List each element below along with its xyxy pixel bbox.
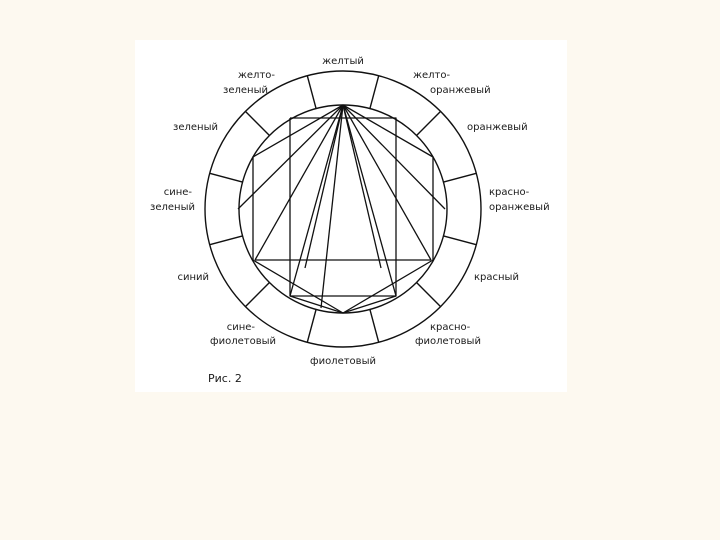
label-red-violet-2: фиолетовый — [415, 336, 481, 347]
label-yellow-green-2: зеленый — [223, 85, 268, 96]
label-red: красный — [474, 272, 519, 283]
label-blue-green-2: зеленый — [150, 202, 195, 213]
segment-divider — [443, 236, 476, 245]
inner-ring — [239, 105, 447, 313]
segment-divider — [417, 111, 441, 135]
label-orange: оранжевый — [467, 122, 528, 133]
figure-caption: Рис. 2 — [208, 372, 242, 385]
label-yellow-orange-2: оранжевый — [430, 85, 491, 96]
segment-divider — [417, 283, 441, 307]
segment-divider — [370, 309, 379, 342]
label-yellow: желтый — [322, 56, 364, 67]
segment-divider — [210, 236, 243, 245]
segment-divider — [245, 283, 269, 307]
label-green: зеленый — [173, 122, 218, 133]
label-yellow-orange-1: желто- — [413, 70, 451, 81]
segment-dividers — [210, 76, 477, 343]
inscribed-rectangle — [290, 118, 396, 296]
segment-divider — [245, 111, 269, 135]
label-violet: фиолетовый — [310, 356, 376, 367]
label-blue-green-1: сине- — [163, 187, 192, 198]
segment-divider — [443, 173, 476, 182]
segment-divider — [210, 173, 243, 182]
inscribed-hexagon — [253, 105, 433, 313]
segment-divider — [307, 309, 316, 342]
label-red-orange-1: красно- — [489, 187, 530, 198]
label-red-violet-1: красно- — [430, 322, 471, 333]
segment-divider — [307, 76, 316, 109]
label-blue-violet-2: фиолетовый — [210, 336, 276, 347]
label-blue-violet-1: сине- — [226, 322, 255, 333]
bottom-triangle — [290, 296, 396, 313]
label-yellow-green-1: желто- — [237, 70, 275, 81]
segment-divider — [370, 76, 379, 109]
label-blue: синий — [177, 272, 209, 283]
label-red-orange-2: оранжевый — [489, 202, 550, 213]
